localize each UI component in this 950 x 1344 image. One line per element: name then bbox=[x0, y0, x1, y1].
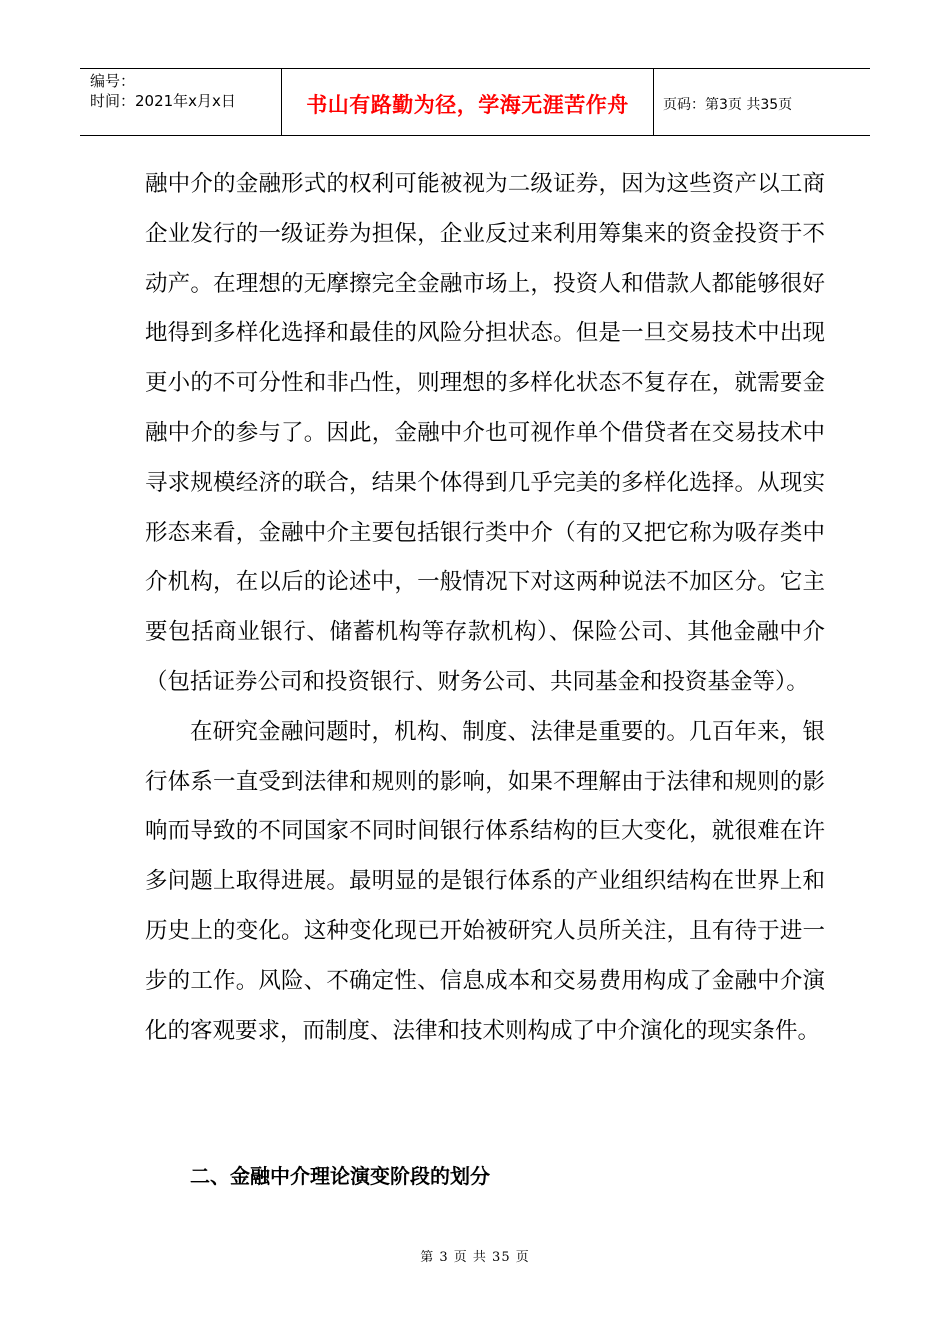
section-heading: 二、金融中介理论演变阶段的划分 bbox=[190, 1164, 490, 1188]
page-header bbox=[80, 68, 870, 136]
header-motto-cell bbox=[282, 69, 654, 135]
document-time-label: 时间：2021年x月x日 bbox=[90, 92, 236, 110]
header-page-cell bbox=[654, 69, 870, 135]
document-body bbox=[145, 160, 825, 1056]
body-paragraph-1: 融中介的金融形式的权利可能被视为二级证券，因为这些资产以工商企业发行的一级证券为担保，企业反过来利用筹集来的资金投资于不动产。在理想的无摩擦完全金融市场上，投资人和借款人都能够很好地得到多样化选择和最佳的风险分担状态。但是一旦交易技术中出现更小的不可分性和非凸性，则理想的多样化状态不复存在，就需要金融中介的参与了。因此，金融中介也可视作单个借贷者在交易技术中寻求规模经济的联合，结果个体得到几乎完美的多样化选择。从现实形态来看，金融中介主要包括银行类中介（有的又把它称为吸存类中介机构，在以后的论述中，一般情况下对这两种说法不加区分。它主要包括商业银行、储蓄机构等存款机构）、保险公司、其他金融中介（包括证券公司和投资银行、财务公司、共同基金和投资基金等）。 bbox=[145, 171, 825, 695]
body-paragraph-2: 在研究金融问题时，机构、制度、法律是重要的。几百年来，银行体系一直受到法律和规则的影响，如果不理解由于法律和规则的影响而导致的不同国家不同时间银行体系结构的巨大变化，就很难在许多问题上取得进展。最明显的是银行体系的产业组织结构在世界上和历史上的变化。这种变化现已开始被研究人员所关注，且有待于进一步的工作。风险、不确定性、信息成本和交易费用构成了金融中介演化的客观要求，而制度、法律和技术则构成了中介演化的现实条件。 bbox=[145, 718, 825, 1044]
header-motto: 书山有路勤为径，学海无涯苦作舟 bbox=[306, 93, 629, 117]
header-page-info: 页码：第3页 共35页 bbox=[663, 97, 793, 113]
document-number-label: 编号： bbox=[90, 72, 136, 90]
page-footer: 第 3 页 共 35 页 bbox=[420, 1250, 530, 1265]
header-meta bbox=[80, 69, 282, 135]
